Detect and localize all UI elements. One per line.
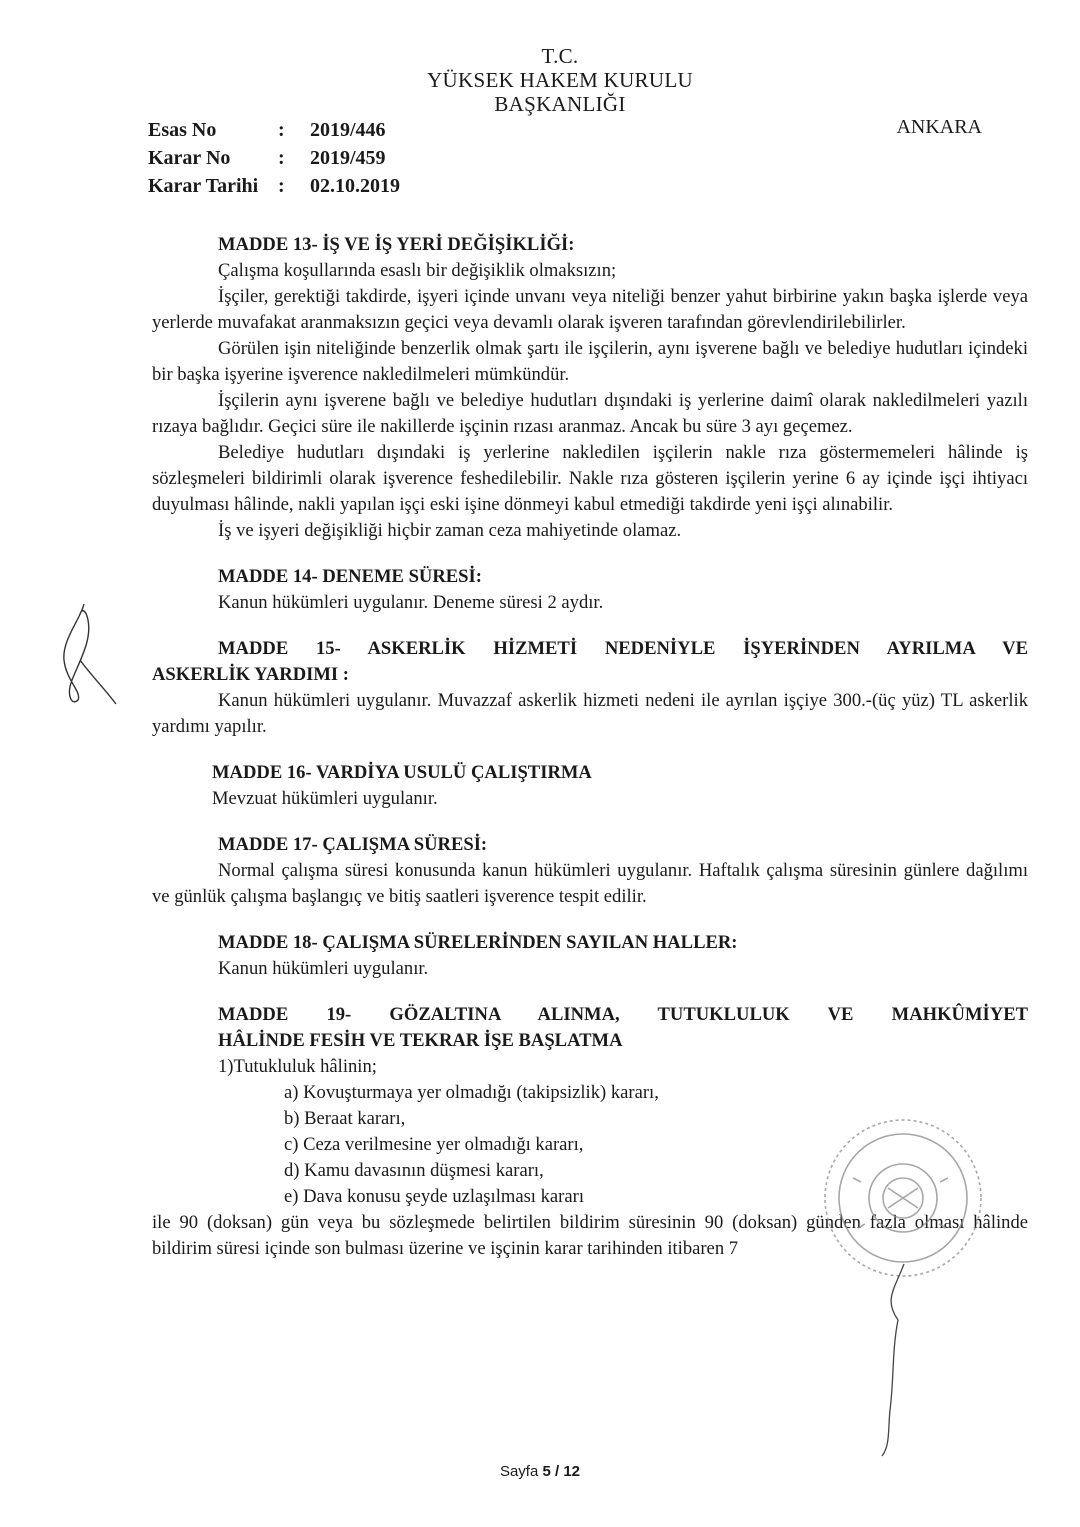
karar-value: 2019/459 <box>310 147 386 169</box>
document-header <box>330 44 790 116</box>
footer-page-number: 5 <box>542 1463 551 1480</box>
tarih-value: 02.10.2019 <box>310 175 400 197</box>
page-footer <box>0 1463 1080 1480</box>
madde-17-p1: Normal çalışma süresi konusunda kanun hükümleri uygulanır. Haftalık çalışma süresinin günlere dağılımı ve günlük çalışma başlangıç ve bitiş saatleri işverence tespit edilir. <box>152 860 1028 907</box>
esas-value: 2019/446 <box>310 119 386 141</box>
case-meta <box>148 116 400 200</box>
list-item: e) Dava konusu şeyde uzlaşılması kararı <box>284 1186 584 1207</box>
madde-19-intro: 1)Tutukluluk hâlinin; <box>218 1056 377 1077</box>
madde-13-p6: İş ve işyeri değişikliği hiçbir zaman ceza mahiyetinde olamaz. <box>218 520 682 541</box>
list-item: a) Kovuşturmaya yer olmadığı (takipsizlik) kararı, <box>284 1082 659 1103</box>
city-label: ANKARA <box>896 116 982 138</box>
esas-label: Esas No <box>148 119 217 141</box>
tarih-row <box>148 172 400 200</box>
madde-13-p2: İşçiler, gerektiği takdirde, işyeri içinde unvanı veya niteliği benzer yahut birbirine yakın başka işlerde veya yerlerde muvafakat aranmaksızın geçici veya devamlı olarak işveren tarafından görevlendirilebilirler. <box>152 286 1028 333</box>
header-line-tc: T.C. <box>541 44 579 68</box>
madde-13-p4: İşçilerin aynı işverene bağlı ve belediye hudutları dışındaki iş yerlerine daimî olarak nakledilmeleri yazılı rızaya bağlıdır. Geçici süre ile nakillerde işçinin rızası aranmaz. Ancak bu süre 3 ayı geçemez. <box>152 390 1028 437</box>
margin-signature-icon <box>52 600 122 710</box>
madde-13-title: MADDE 13- İŞ VE İŞ YERİ DEĞİŞİKLİĞİ: <box>218 234 575 255</box>
madde-13-p5: Belediye hudutları dışındaki iş yerlerine nakledilen işçilerin nakle rıza göstermemeleri hâlinde iş sözleşmeleri bildirimli olarak işverence feshedilebilir. Nakle rıza gösteren işçilerin yerine 6 ay içinde işçi ihtiyacı duyulması hâlinde, nakli yapılan işçi eski işine dönmeyi kabul etmediği takdirde yeni işçi alınabilir. <box>152 442 1028 515</box>
madde-19-tail: ile 90 (doksan) gün veya bu sözleşmede belirtilen bildirim süresinin 90 (doksan) günden fazla olması hâlinde bildirim süresi içinde son bulması üzerine ve işçinin karar tarihinden itibaren 7 <box>152 1212 1028 1259</box>
header-line-kurul: YÜKSEK HAKEM KURULU <box>427 68 693 92</box>
madde-19-title-line1: MADDE 19- GÖZALTINA ALINMA, TUTUKLULUK VE MAHKÛMİYET <box>218 1004 1028 1025</box>
madde-18-title: MADDE 18- ÇALIŞMA SÜRELERİNDEN SAYILAN HALLER: <box>218 932 738 953</box>
list-item: d) Kamu davasının düşmesi kararı, <box>284 1160 544 1181</box>
madde-16-title: MADDE 16- VARDİYA USULÜ ÇALIŞTIRMA <box>212 762 592 783</box>
karar-row <box>148 144 400 172</box>
madde-13-p1: Çalışma koşullarında esaslı bir değişiklik olmaksızın; <box>218 260 617 281</box>
tarih-label: Karar Tarihi <box>148 175 259 197</box>
madde-15-title-line2: ASKERLİK YARDIMI : <box>152 664 349 685</box>
madde-14-title: MADDE 14- DENEME SÜRESİ: <box>218 566 482 587</box>
madde-15-title-line1: MADDE 15- ASKERLİK HİZMETİ NEDENİYLE İŞYERİNDEN AYRILMA VE <box>218 638 1028 659</box>
madde-19-title-line2: HÂLİNDE FESİH VE TEKRAR İŞE BAŞLATMA <box>218 1030 623 1051</box>
seal-signature-icon <box>864 1260 914 1460</box>
madde-16-p1: Mevzuat hükümleri uygulanır. <box>212 788 438 809</box>
esas-sep: : <box>278 119 285 141</box>
madde-17-title: MADDE 17- ÇALIŞMA SÜRESİ: <box>218 834 488 855</box>
madde-13-p3: Görülen işin niteliğinde benzerlik olmak şartı ile işçilerin, aynı işverene bağlı ve belediye hudutları içindeki bir başka işyerine işverence nakledilmeleri mümkündür. <box>152 338 1028 385</box>
madde-14-p1: Kanun hükümleri uygulanır. Deneme süresi 2 aydır. <box>218 592 604 613</box>
madde-15-p1: Kanun hükümleri uygulanır. Muvazzaf askerlik hizmeti nedeni ile ayrılan işçiye 300.-(üç yüz) TL askerlik yardımı yapılır. <box>152 690 1028 737</box>
karar-label: Karar No <box>148 147 231 169</box>
karar-sep: : <box>278 147 285 169</box>
header-line-baskanlik: BAŞKANLIĞI <box>494 92 626 116</box>
tarih-sep: : <box>278 175 285 197</box>
footer-page-total: / 12 <box>555 1463 581 1480</box>
list-item: b) Beraat kararı, <box>284 1108 406 1129</box>
esas-row <box>148 116 400 144</box>
list-item: c) Ceza verilmesine yer olmadığı kararı, <box>284 1134 584 1155</box>
madde-18-p1: Kanun hükümleri uygulanır. <box>218 958 429 979</box>
footer-prefix: Sayfa <box>499 1463 539 1480</box>
